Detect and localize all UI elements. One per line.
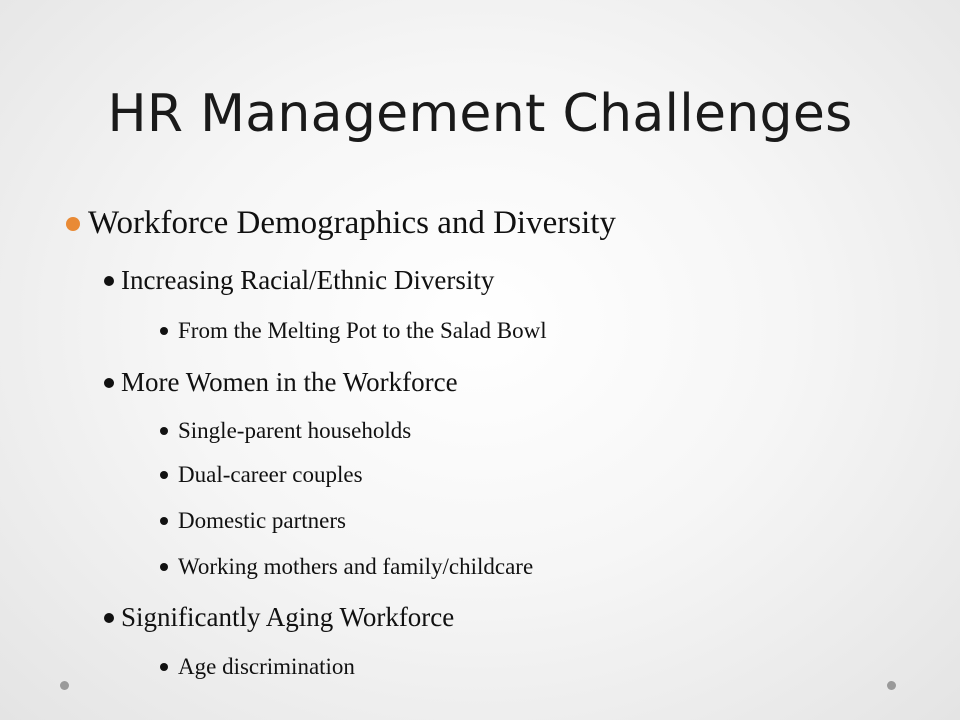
bullet-level1 [66, 205, 616, 242]
bullet-dot [160, 517, 168, 525]
bullet-dot [160, 327, 168, 335]
bullet-level2 [104, 602, 454, 633]
bullet-level2 [104, 367, 458, 398]
bullet-level3 [160, 462, 363, 488]
bullet-text: From the Melting Pot to the Salad Bowl [178, 318, 547, 343]
bullet-text: More Women in the Workforce [121, 367, 458, 397]
bullet-level3 [160, 508, 346, 534]
bullet-dot [160, 471, 168, 479]
bullet-text: Workforce Demographics and Diversity [88, 205, 616, 241]
corner-dot-icon [887, 681, 896, 690]
bullet-text: Single-parent households [178, 418, 412, 443]
bullet-text: Significantly Aging Workforce [121, 602, 455, 632]
bullet-text: Dual-career couples [178, 462, 363, 487]
corner-dot-icon [60, 681, 69, 690]
bullet-dot [160, 563, 168, 571]
bullet-dot-orange [66, 217, 80, 231]
slide-title: HR Management Challenges [107, 84, 853, 144]
bullet-dot [104, 378, 114, 388]
bullet-text: Domestic partners [178, 508, 346, 533]
bullet-text: Working mothers and family/childcare [178, 554, 534, 579]
bullet-level3 [160, 418, 411, 444]
bullet-level3 [160, 654, 355, 680]
bullet-dot [104, 276, 114, 286]
bullet-level2 [104, 265, 494, 296]
bullet-text: Age discrimination [178, 654, 355, 679]
bullet-dot [160, 427, 168, 435]
bullet-dot [160, 663, 168, 671]
bullet-text: Increasing Racial/Ethnic Diversity [121, 265, 495, 295]
bullet-dot [104, 613, 114, 623]
bullet-level3 [160, 554, 533, 580]
bullet-level3 [160, 318, 547, 344]
